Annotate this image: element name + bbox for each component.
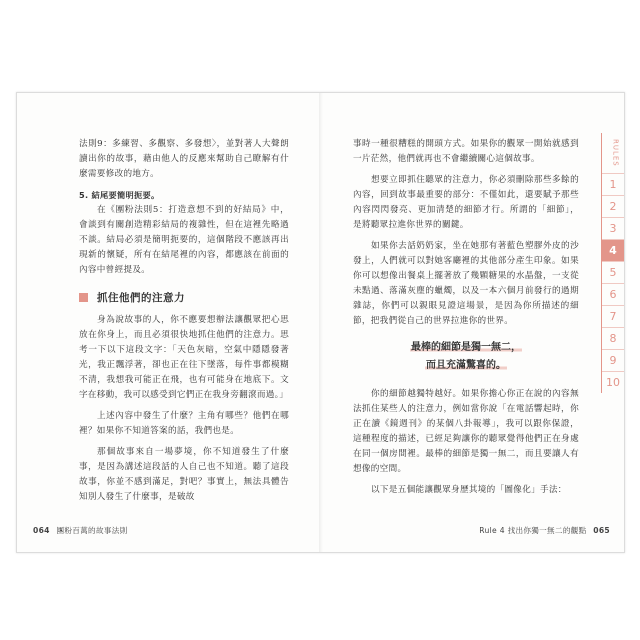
left-page-body [79, 137, 289, 505]
rule-tab-1: 1 [602, 173, 624, 195]
paragraph: 那個故事來自一場夢境，你不知道發生了什麼事，是因為講述這段話的人自己也不知道。聽了這段故事，你並不感到滿足，對吧？事實上，無法具體告知別人發生了什麼事，是破故 [79, 447, 289, 502]
section-square-icon [79, 293, 88, 302]
right-page-body [353, 137, 579, 498]
rule-tab-6: 6 [602, 283, 624, 305]
rule-tab-9: 9 [602, 349, 624, 371]
page-number: 064 [33, 526, 50, 535]
right-page [321, 93, 624, 552]
paragraph: 身為說故事的人，你不應要想辦法讓觀眾把心思放在你身上，而且必須很快地抓住他們的注意力。思考一下以下這段文字：「天色灰暗，空氣中隱隱發著光，我正飄浮著，卻也正在往下墜落，每件事都模糊不清，我想我可能正在飛，也有可能身在地底下。文字在移動，我可以感受到它們正在我身旁翻滾而過。」 [79, 315, 289, 400]
pull-quote-line: 最棒的細節是獨一無二， [411, 342, 521, 353]
rule-tab-2: 2 [602, 195, 624, 217]
pull-quote-line: 而且充滿驚喜的。 [426, 360, 506, 371]
left-footer [33, 525, 128, 536]
paragraph: 你的細節越獨特越好。如果你擔心你正在說的內容無法抓住某些人的注意力，例如當你說「在電話響起時，你正在讀《鏡週刊》的某個八卦報導」，我可以跟你保證，這種程度的描述，已經足夠讓你的聽眾覺得他們正在身處在同一個房間裡。最棒的細節是獨一無二，而且要讓人有想像的空間。 [353, 389, 579, 474]
rule-tab-8: 8 [602, 327, 624, 349]
paragraph: 上述內容中發生了什麼？主角有哪些？他們在哪裡？如果你不知道答案的話，我們也是。 [79, 411, 289, 436]
pull-quote [353, 339, 579, 375]
paragraph: 如果你去話奶奶家，坐在她那有著藍色塑膠外皮的沙發上，人們就可以對她客廳裡的其他部分產生印象。如果你可以想像出餐桌上擺著放了幾顆糖果的水晶盤，一支從未點過、落滿灰塵的蠟燭，以及一本六個月前發行的過期雜誌，你們可以親眼見證這場景，是因為你所描述的細節，把我們從自己的世界拉進你的世界。 [353, 241, 579, 326]
section-heading [79, 290, 289, 305]
list-item-heading: 5. 結尾要簡明扼要。 [79, 190, 160, 200]
rules-tab-index [601, 133, 624, 393]
running-head: 團粉百萬的故事法則 [56, 526, 128, 535]
rules-tab-label: RULES [611, 139, 620, 167]
paragraph: 在《團粉法則5：打造意想不到的好結局》中，會談到有關創造精彩結局的複雜性，但在這裡先略過不談。結局必須是簡明扼要的，這個階段不應該再出現新的懷疑，所有在結尾裡的內容，都應該在前面的內容中曾經提及。 [79, 205, 289, 275]
paragraph: 以下是五個能讓觀眾身歷其境的「圖像化」手法： [371, 485, 567, 495]
rule-tab-10: 10 [602, 371, 624, 393]
page-number: 065 [593, 526, 610, 535]
paragraph: 法則9：多練習、多觀察、多發想〉，並對著人大聲朗讀出你的故事，藉由他人的反應來幫助自己瞭解有什麼需要修改的地方。 [79, 139, 289, 179]
running-head: Rule 4 找出你獨一無二的觀點 [479, 526, 587, 535]
rule-tab-7: 7 [602, 305, 624, 327]
open-book [16, 92, 625, 553]
paragraph: 想要立即抓住聽眾的注意力，你必須刪除那些多餘的內容，回到故事最重要的部分：不僅如此，還要賦予那些內容閃閃發亮、更加清楚的細節才行。所謂的「細節」，是將聽眾拉進你世界的關鍵。 [353, 175, 579, 230]
paragraph: 事時一種很糟糕的開頭方式。如果你的觀眾一開始就感到一片茫然，他們就再也不會繼續關心這個故事。 [353, 139, 579, 164]
rule-tab-4-active: 4 [602, 239, 624, 261]
rule-tab-3: 3 [602, 217, 624, 239]
section-title: 抓住他們的注意力 [97, 292, 185, 304]
rule-tab-5: 5 [602, 261, 624, 283]
right-footer [479, 525, 610, 536]
left-page [17, 93, 320, 552]
